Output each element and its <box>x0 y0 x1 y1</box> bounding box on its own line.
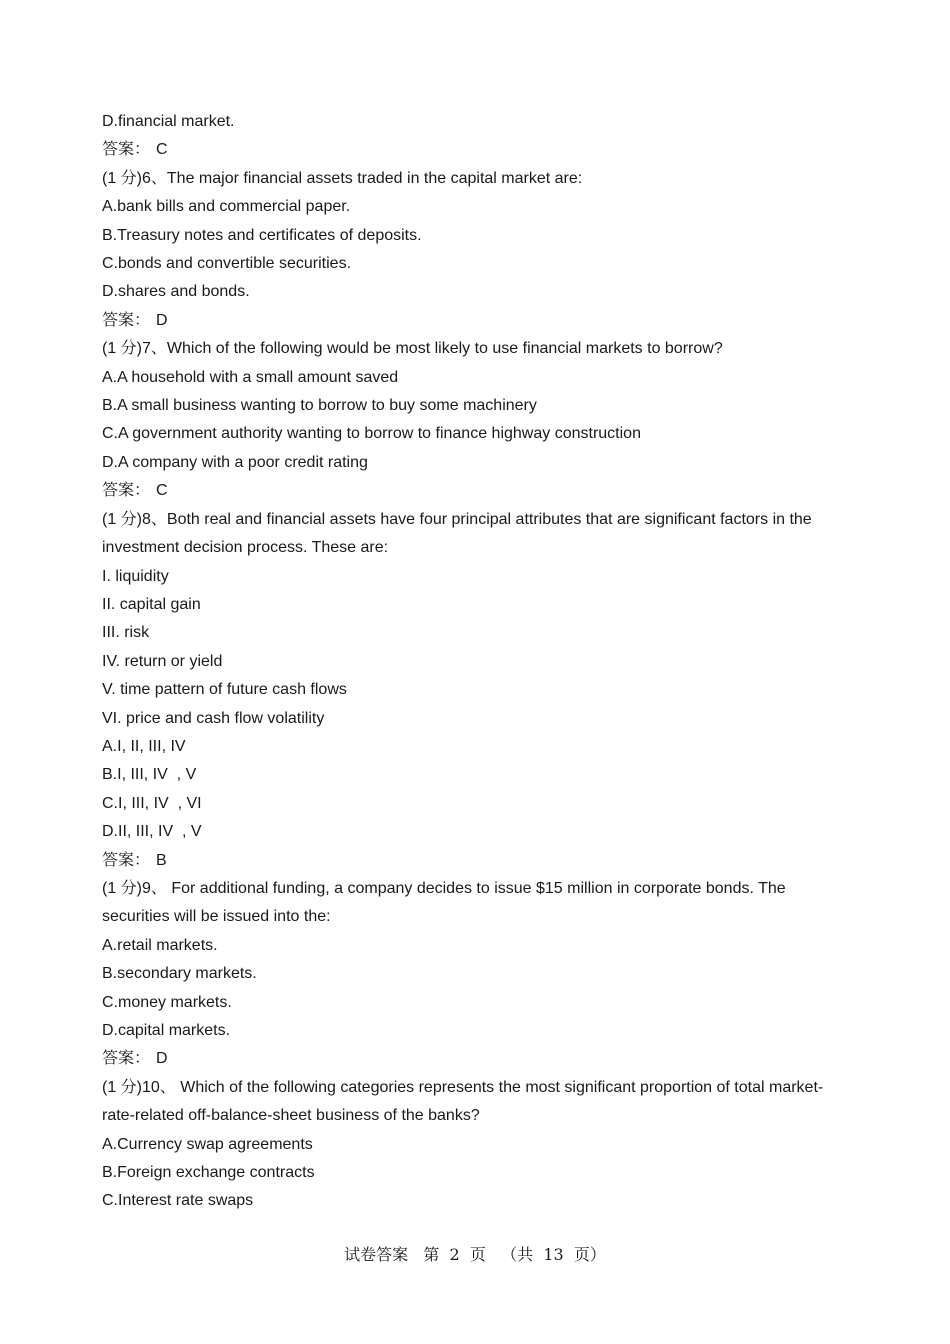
option-line: B.secondary markets. <box>102 965 257 983</box>
question-stem: (1 分)7、Which of the following would be most likely to use financial markets to borrow? <box>102 340 723 358</box>
answer-line <box>102 847 842 875</box>
option-line: A.Currency swap agreements <box>102 1135 313 1153</box>
answer-letter: C <box>156 141 168 159</box>
attribute-item: VI. price and cash flow volatility <box>102 709 325 727</box>
question-stem: (1 分)6、The major financial assets traded in the capital market are: <box>102 169 583 187</box>
option-line: B.Treasury notes and certificates of deposits. <box>102 226 422 244</box>
answer-line <box>102 1045 842 1073</box>
option-line: D.shares and bonds. <box>102 283 250 301</box>
answer-letter: B <box>156 851 167 869</box>
answer-label: 答案： <box>102 482 151 500</box>
option-line: C.Interest rate swaps <box>102 1192 254 1210</box>
option-line: B.I, III, IV , V <box>102 766 197 784</box>
page-content <box>102 108 842 1216</box>
option-line: C.I, III, IV , VI <box>102 794 202 812</box>
attribute-item: IV. return or yield <box>102 652 223 670</box>
option-line: B.A small business wanting to borrow to buy some machinery <box>102 397 537 415</box>
page-footer: 试卷答案 第 2 页 （共 13 页） <box>344 1245 606 1264</box>
option-line: D.financial market. <box>102 113 235 130</box>
attribute-item: III. risk <box>102 624 150 642</box>
answer-letter: D <box>156 311 168 329</box>
question-stem: (1 分)10、 Which of the following categories represents the most significant proportion of total market-rate-related off-balance-sheet business of the banks? <box>102 1078 824 1125</box>
option-line: D.II, III, IV , V <box>102 823 202 841</box>
option-line: C.money markets. <box>102 993 232 1011</box>
option-line: B.Foreign exchange contracts <box>102 1164 315 1182</box>
option-line: C.bonds and convertible securities. <box>102 255 352 273</box>
answer-letter: C <box>156 482 168 500</box>
option-line: A.bank bills and commercial paper. <box>102 198 351 216</box>
answer-label: 答案： <box>102 1050 151 1068</box>
option-line: A.retail markets. <box>102 936 218 954</box>
answer-label: 答案： <box>102 851 151 869</box>
option-line: A.I, II, III, IV <box>102 737 186 755</box>
answer-label: 答案： <box>102 311 151 329</box>
answer-line <box>102 477 842 505</box>
question-stem: (1 分)9、 For additional funding, a company decides to issue $15 million in corporate bonds. The securities will be issued into the: <box>102 879 786 926</box>
answer-letter: D <box>156 1050 168 1068</box>
option-line: D.A company with a poor credit rating <box>102 453 368 471</box>
attribute-item: II. capital gain <box>102 595 201 613</box>
option-line: C.A government authority wanting to borrow to finance highway construction <box>102 425 641 443</box>
answer-line <box>102 307 842 335</box>
answer-line <box>102 136 842 164</box>
question-stem: (1 分)8、Both real and financial assets have four principal attributes that are significant factors in the investment decision process. These are: <box>102 510 812 557</box>
attribute-item: I. liquidity <box>102 567 169 585</box>
attribute-item: V. time pattern of future cash flows <box>102 681 347 699</box>
option-line: D.capital markets. <box>102 1022 231 1039</box>
option-line: A.A household with a small amount saved <box>102 368 399 386</box>
answer-label: 答案： <box>102 141 151 159</box>
